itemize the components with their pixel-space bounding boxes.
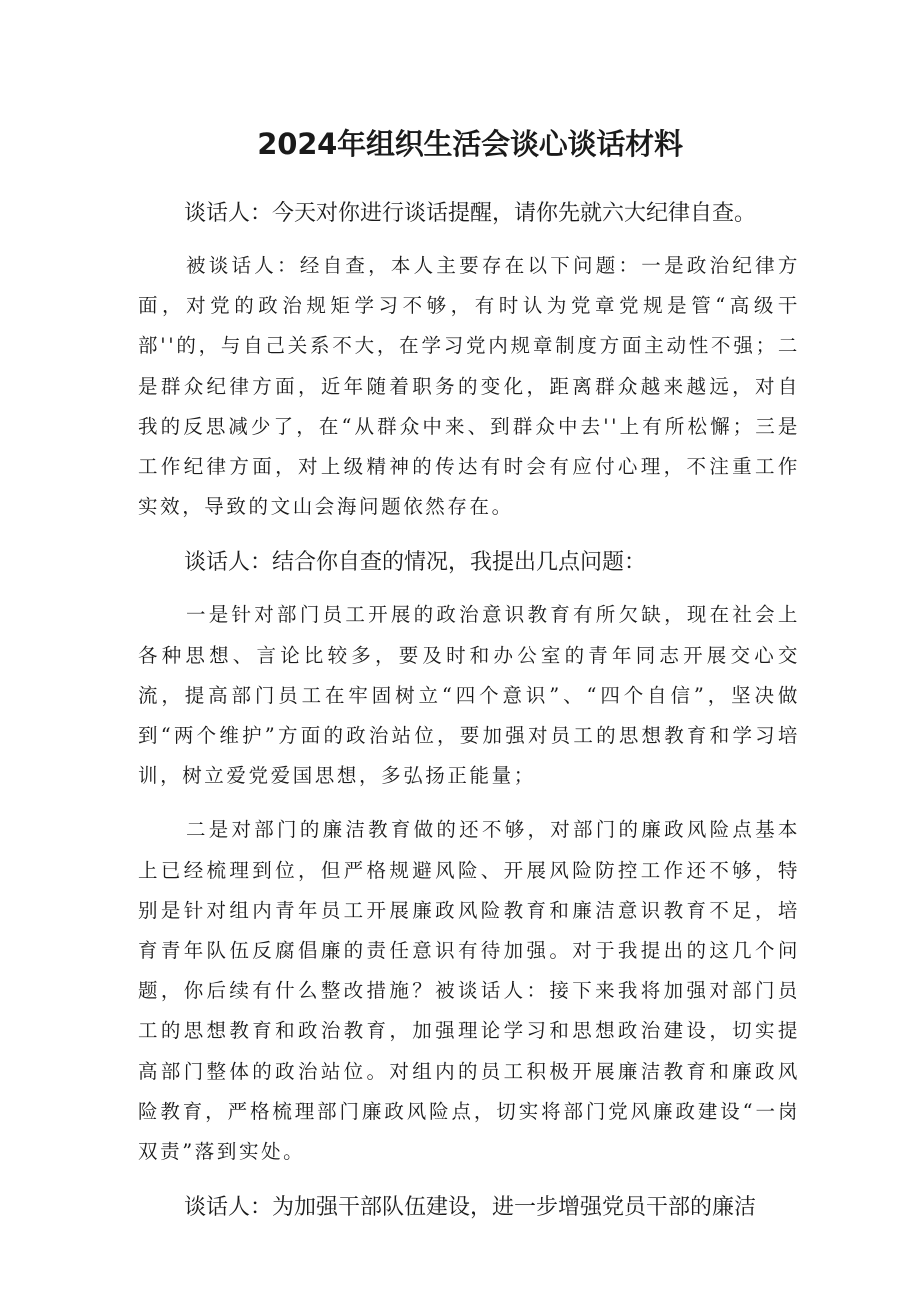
spacer	[138, 796, 800, 810]
spacer	[138, 527, 800, 541]
spacer	[138, 585, 800, 595]
body-paragraph-1: 被谈话人：经自查，本人主要存在以下问题：一是政治纪律方面，对党的政治规矩学习不够，有时认为党章党规是管“高级干部''的，与自己关系不大，在学习党内规章制度方面主动性不强；二是群众纪律方面，近年随着职务的变化，距离群众越来越远，对自我的反思减少了，在“从群众中来、到群众中去''上有所松懈；三是工作纪律方面，对上级精神的传达有时会有应付心理，不注重工作实效，导致的文山会海问题依然存在。	[138, 254, 800, 519]
document-page	[138, 118, 800, 1230]
spacer	[138, 236, 800, 246]
speaker-paragraph-3: 谈话人：为加强干部队伍建设，进一步增强党员干部的廉洁	[184, 1195, 757, 1221]
document-title: 2024年组织生活会谈心谈话材料	[257, 127, 683, 161]
spacer	[138, 1172, 800, 1186]
speaker-paragraph-2: 谈话人：结合你自查的情况，我提出几点问题：	[184, 550, 647, 576]
speaker-paragraph-1: 谈话人：今天对你进行谈话提醒，请你先就六大纪律自查。	[184, 201, 757, 226]
body-paragraph-2: 一是针对部门员工开展的政治意识教育有所欠缺，现在社会上各种思想、言论比较多，要及时和办公室的青年同志开展交心交流，提高部门员工在牢固树立“四个意识”、“四个自信”，坚决做到“两个维护”方面的政治站位，要加强对员工的思想教育和学习培训，树立爱党爱国思想，多弘扬正能量；	[138, 603, 800, 788]
body-paragraph-3: 二是对部门的廉洁教育做的还不够，对部门的廉政风险点基本上已经梳理到位，但严格规避风险、开展风险防控工作还不够，特别是针对组内青年员工开展廉政风险教育和廉洁意识教育不足，培育青年队伍反腐倡廉的责任意识有待加强。对于我提出的这几个问题，你后续有什么整改措施？被谈话人：接下来我将加强对部门员工的思想教育和政治教育，加强理论学习和思想政治建设，切实提高部门整体的政治站位。对组内的员工积极开展廉洁教育和廉政风险教育，严格梳理部门廉政风险点，切实将部门党风廉政建设“一岗双责”落到实处。	[138, 818, 800, 1164]
